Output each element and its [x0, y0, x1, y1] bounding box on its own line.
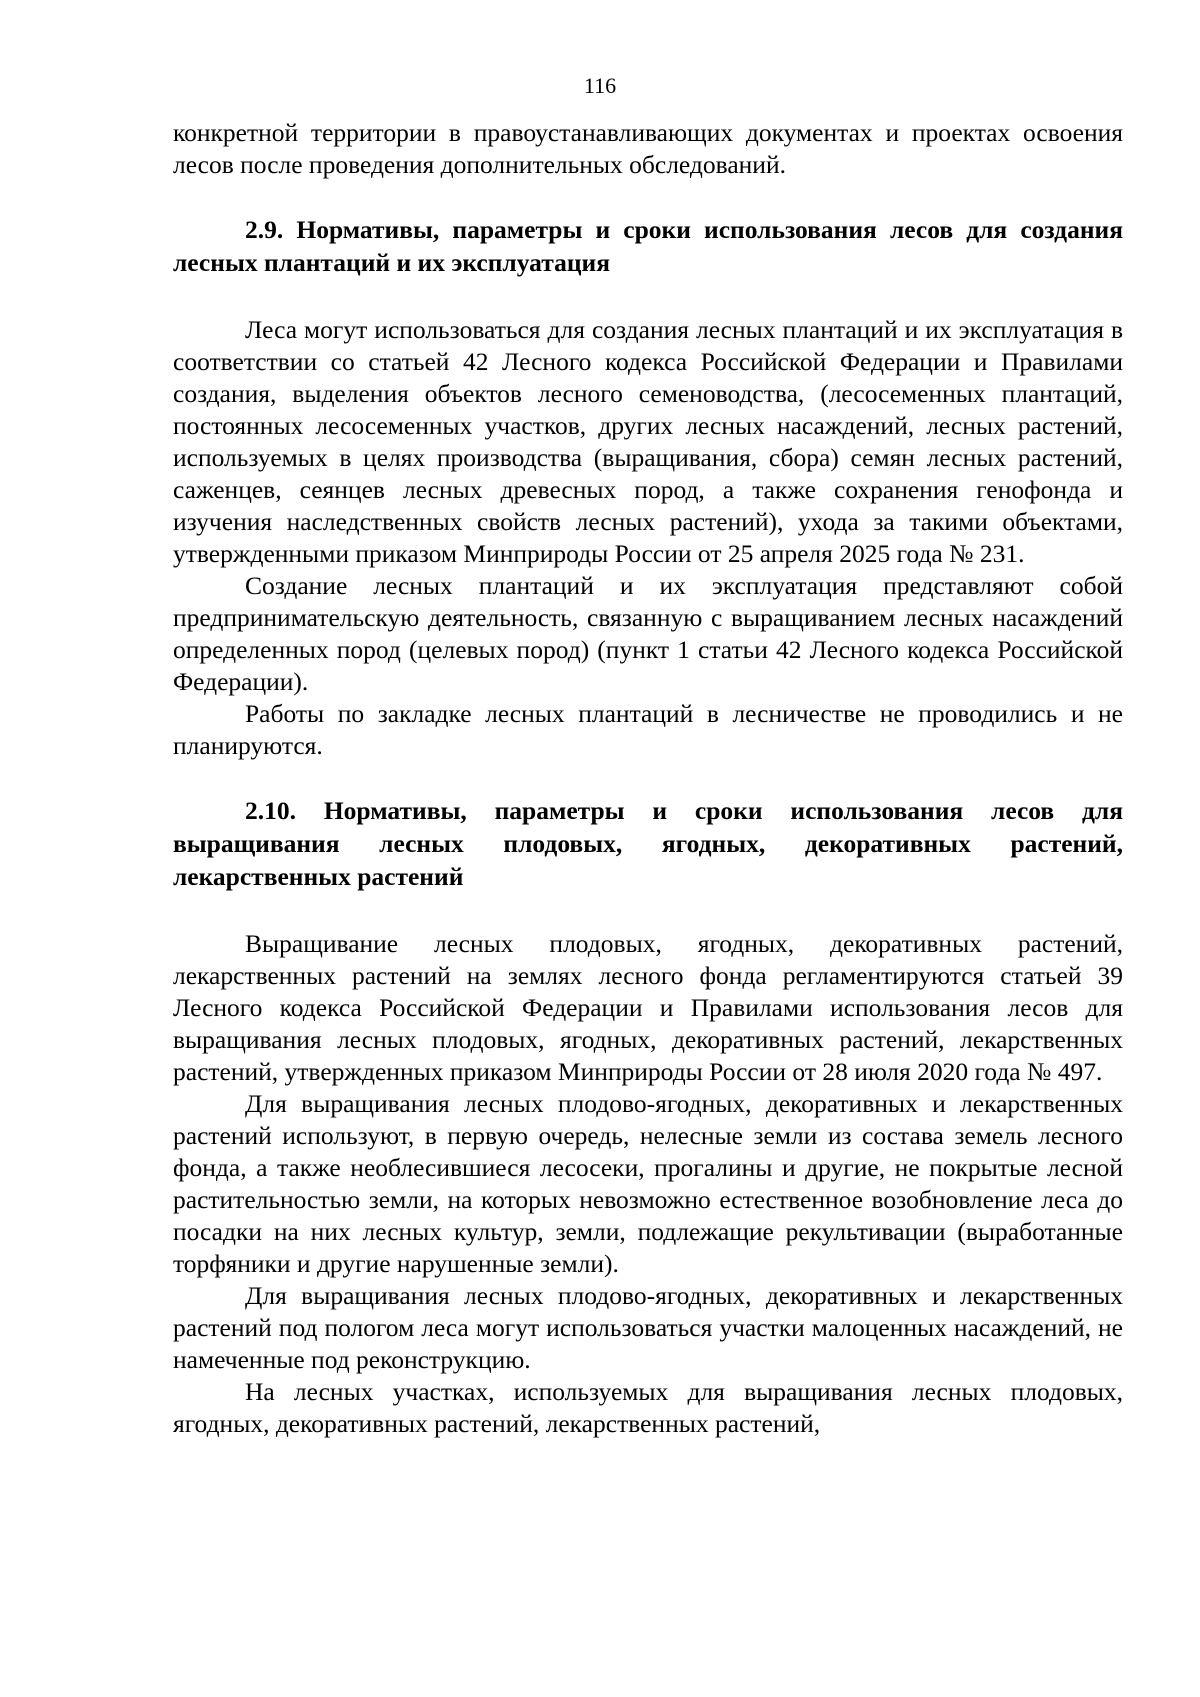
section-heading: 2.9. Нормативы, параметры и сроки использования лесов для создания лесных плантаций и их эксплуатация: [173, 215, 1123, 277]
section-2-9: [173, 213, 1123, 762]
paragraph: На лесных участках, используемых для выращивания лесных плодовых, ягодных, декоративных растений, лекарственных растений,: [173, 1377, 1123, 1438]
spacer: [173, 181, 1123, 213]
page-content: [173, 117, 1123, 1440]
paragraph: Создание лесных плантаций и их эксплуатация представляют собой предпринимательскую деятельность, связанную с выращиванием лесных насаждений определенных пород (целевых пород) (пункт 1 статьи 42 Лесного кодекса Российской Федерации).: [173, 571, 1123, 696]
spacer: [173, 893, 1123, 928]
paragraph: Работы по закладке лесных плантаций в лесничестве не проводились и не планируются.: [173, 699, 1123, 760]
section-2-10: [173, 794, 1123, 1440]
page-number: 116: [583, 73, 617, 98]
paragraph: Для выращивания лесных плодово-ягодных, декоративных и лекарственных растений используют, в первую очередь, нелесные земли из состава земель лесного фонда, а также необлесившиеся лесосеки, прогалины и другие, не покрытые лесной растительностью земли, на которых невозможно естественное возобновление леса до посадки на них лесных культур, земли, подлежащие рекультивации (выработанные торфяники и другие нарушенные земли).: [173, 1089, 1123, 1278]
spacer: [173, 279, 1123, 314]
paragraph: Леса могут использоваться для создания лесных плантаций и их эксплуатация в соответствии со статьей 42 Лесного кодекса Российской Федерации и Правилами создания, выделения объектов лесного семеноводства, (лесосеменных плантаций, постоянных лесосеменных участков, других лесных насаждений, лесных растений, используемых в целях производства (выращивания, сбора) семян лесных растений, саженцев, сеянцев лесных древесных пород, а также сохранения генофонда и изучения наследственных свойств лесных растений), ухода за такими объектами, утвержденными приказом Минприроды России от 25 апреля 2025 года № 231.: [173, 315, 1123, 568]
paragraph: Выращивание лесных плодовых, ягодных, декоративных растений, лекарственных растений на землях лесного фонда регламентируются статьей 39 Лесного кодекса Российской Федерации и Правилами использования лесов для выращивания лесных плодовых, ягодных, декоративных растений, лекарственных растений, утвержденных приказом Минприроды России от 28 июля 2020 года № 497.: [173, 929, 1123, 1086]
section-heading: 2.10. Нормативы, параметры и сроки использования лесов для выращивания лесных плодовых, ягодных, декоративных растений, лекарственных растений: [173, 796, 1123, 891]
intro-paragraph: конкретной территории в правоустанавливающих документах и проектах освоения лесов после проведения дополнительных обследований.: [173, 118, 1123, 179]
paragraph: Для выращивания лесных плодово-ягодных, декоративных и лекарственных растений под пологом леса могут использоваться участки малоценных насаждений, не намеченные под реконструкцию.: [173, 1281, 1123, 1374]
spacer: [173, 762, 1123, 794]
